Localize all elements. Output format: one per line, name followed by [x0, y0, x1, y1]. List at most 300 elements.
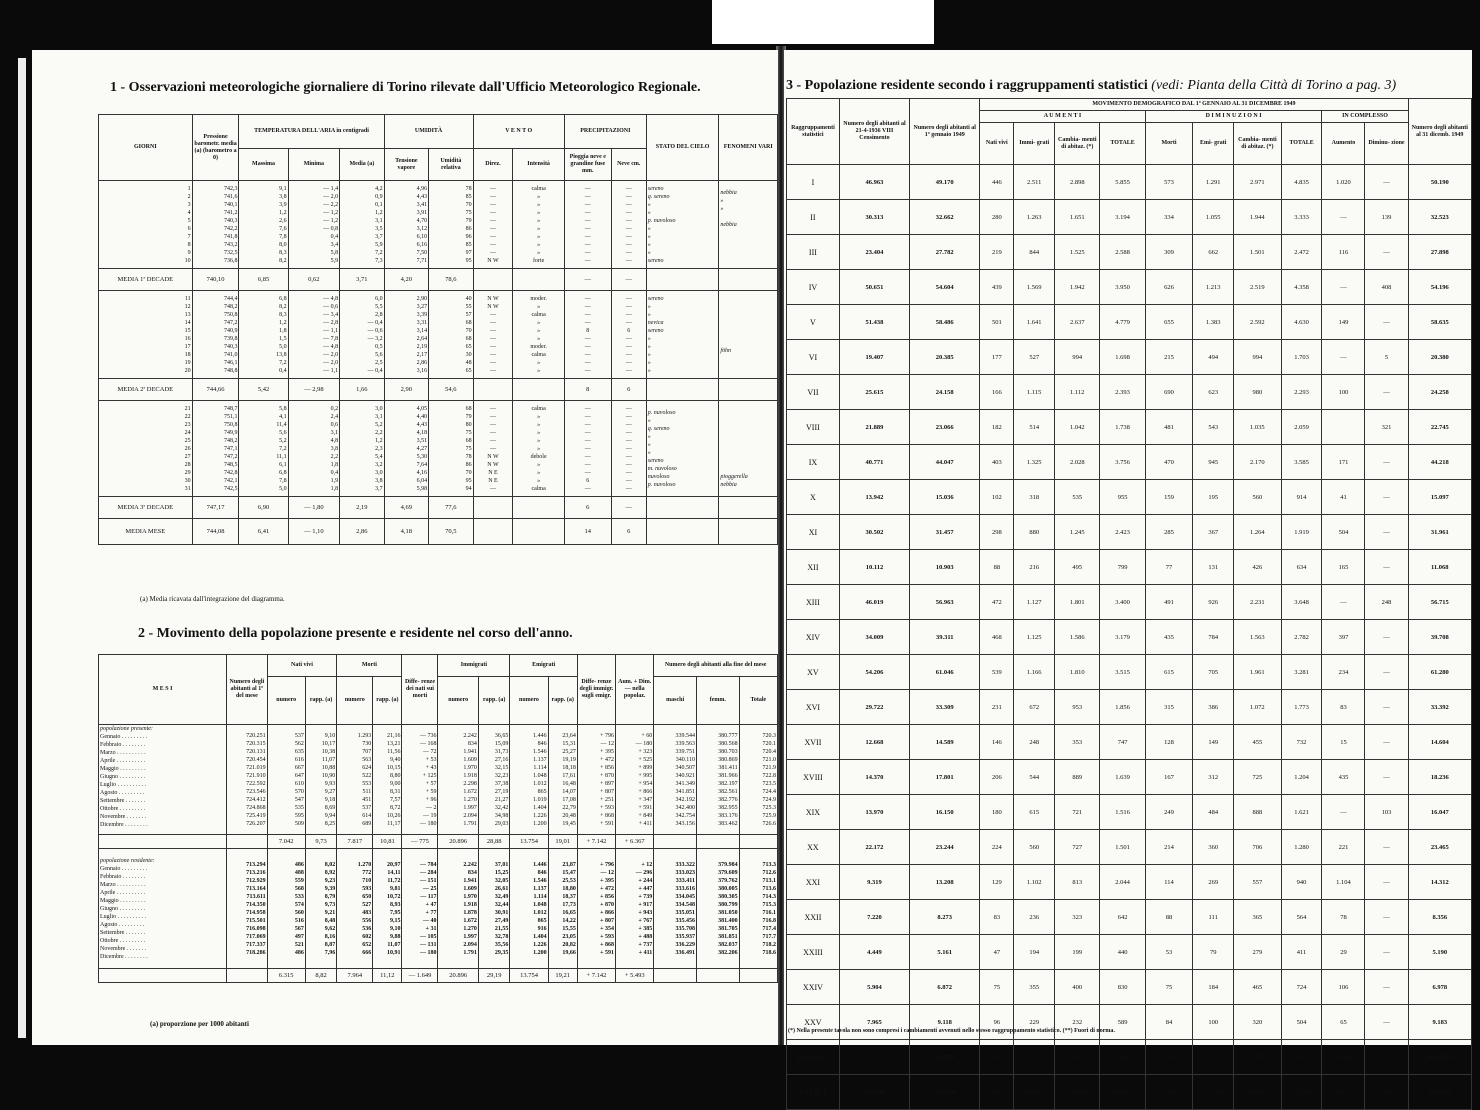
- district-cell-di: —: [1365, 165, 1408, 200]
- district-cell-au: 397: [1322, 620, 1365, 655]
- district-cell-td: 940: [1281, 865, 1322, 900]
- district-cell-g: 713.294: [910, 1075, 980, 1110]
- district-cell-i: 1.641: [1014, 305, 1055, 340]
- mediamese-massima: 6,41: [239, 519, 288, 545]
- district-cell-cm: 1.525: [1055, 235, 1100, 270]
- hdr-diminuzione: Diminu- zione: [1365, 123, 1408, 165]
- hdr-movimento: MOVIMENTO DEMOGRAFICO DAL 1º GENNAIO AL 31 DICEMBRE 1949: [980, 99, 1408, 111]
- district-cell-d: 718.897: [1408, 1075, 1471, 1110]
- res-morti-r: 20,97 14,11 11,72 9,81 10,72 8,93 7,95 9,15 9,10 9,88 11,07 10,91: [373, 849, 402, 969]
- pres-tot-em-n: 13.754: [510, 835, 548, 849]
- pres-morti-r: 21,16 13,21 11,56 9,40 10,15 8,80 9,00 8,31 7,57 8,72 10,26 11,17: [373, 725, 402, 835]
- district-cell-c: 23.404: [839, 235, 909, 270]
- district-cell-i: 236: [1014, 900, 1055, 935]
- district-cell-n: 114: [980, 1040, 1014, 1075]
- d1-media: 4,2 0,9 0,1 1,2 3,1 3,5 3,7 5,9 7,2 7,3: [340, 181, 384, 269]
- residente-row: [99, 849, 778, 969]
- district-cell-td: 732: [1281, 725, 1322, 760]
- district-cell-c: 4.449: [839, 935, 909, 970]
- district-cell-i: 355: [1014, 970, 1055, 1005]
- district-cell-cd: 365: [1234, 900, 1282, 935]
- district-cell-di: —: [1365, 515, 1408, 550]
- district-cell-e: 784: [1193, 620, 1234, 655]
- district-cell-t: 3.281: [1100, 1040, 1145, 1075]
- district-cell-t: 1.856: [1100, 690, 1145, 725]
- district-cell-td: 3.648: [1281, 585, 1322, 620]
- d3-umrel: 68 79 80 75 68 75 78 86 70 95 94: [429, 401, 473, 497]
- district-cell-t: 1.698: [1100, 340, 1145, 375]
- media1-row: [99, 269, 778, 291]
- media2-pressione: 744,66: [192, 379, 239, 401]
- hdr-aumenti: A U M E N T I: [980, 111, 1145, 123]
- media3-neve: —: [611, 497, 646, 519]
- district-cell-cm: 1.810: [1055, 655, 1100, 690]
- res-tot-imm-r: 29,19: [478, 969, 509, 983]
- res-imm-n: 2.242 834 1.941 1.609 1.970 1.918 1.878 1.672 1.270 1.997 2.094 1.791: [438, 849, 478, 969]
- district-cell-di: —: [1365, 725, 1408, 760]
- media1-media: 3,71: [340, 269, 384, 291]
- media2-massima: 5,42: [239, 379, 288, 401]
- district-cell-n: 177: [980, 340, 1014, 375]
- district-cell-i: 672: [1014, 690, 1055, 725]
- district-cell-t: 2.423: [1100, 515, 1145, 550]
- district-cell-d: 20.380: [1408, 340, 1471, 375]
- district-cell-g: 23.066: [910, 410, 980, 445]
- pres-tot: 720.3 720.1 720.4 721.0 721.9 722.8 723.5 724.4 724.9 725.3 725.9 726.6: [739, 725, 777, 835]
- district-cell-cd: 1.563: [1234, 620, 1282, 655]
- d3-massima: 5,8 4,1 11,4 5,6 5,2 7,2 11,1 6,1 6,8 7,8 5,0: [239, 401, 288, 497]
- district-cell-n: 182: [980, 410, 1014, 445]
- district-cell-r: XII: [787, 550, 840, 585]
- district-cell-d: 56.715: [1408, 585, 1471, 620]
- res-di: + 796 — 12 + 395 + 472 + 856 + 870 + 866 + 807 + 354 + 593 + 868 + 591: [577, 849, 615, 969]
- district-cell-c: 7.965: [839, 1005, 909, 1040]
- district-cell-au: 435: [1322, 760, 1365, 795]
- district-cell-c: 5.904: [839, 970, 909, 1005]
- district-cell-t: 3.194: [1100, 200, 1145, 235]
- district-row: [787, 935, 1472, 970]
- district-cell-e: 79: [1193, 935, 1234, 970]
- res-diff: — 784 — 284 — 151 — 25 — 117 + 47 + 77 — 40 + 31 — 105 — 131 — 180: [402, 849, 438, 969]
- hdr-umrel: Umidità relativa: [429, 149, 473, 181]
- district-cell-cm: 1.942: [1055, 270, 1100, 305]
- district-cell-m: 75: [1145, 970, 1193, 1005]
- district-cell-di: —: [1365, 970, 1408, 1005]
- district-cell-r: XXI: [787, 865, 840, 900]
- d1-fenomeni: nebbia » » nebbia: [719, 181, 778, 269]
- district-cell-g: 20.385: [910, 340, 980, 375]
- district-cell-di: —: [1365, 620, 1408, 655]
- district-cell-g: 14.589: [910, 725, 980, 760]
- district-cell-d: 32.523: [1408, 200, 1471, 235]
- pres-tot-em-r: 19,01: [548, 835, 577, 849]
- district-cell-i: 1.115: [1014, 375, 1055, 410]
- district-row: [787, 515, 1472, 550]
- district-cell-di: 321: [1365, 410, 1408, 445]
- d2-media: 6,0 5,5 2,8 — 0,4 — 0,6 — 3,2 0,5 5,6 2,5 — 0,4: [340, 291, 384, 379]
- district-cell-t: 440: [1100, 935, 1145, 970]
- district-cell-c: 40.771: [839, 445, 909, 480]
- media1-pioggia: —: [564, 269, 611, 291]
- d2-umrel: 40 55 57 68 70 68 65 30 48 65: [429, 291, 473, 379]
- d1-minima: — 1,4 — 2,0 — 2,2 — 1,2 — 1,2 — 0,8 0,4 3,4 5,8 5,9: [288, 181, 340, 269]
- media2-neve: 6: [611, 379, 646, 401]
- district-row: [787, 690, 1472, 725]
- district-cell-au: 504: [1322, 515, 1365, 550]
- district-cell-i: 544: [1014, 760, 1055, 795]
- district-cell-r: XXV: [787, 1005, 840, 1040]
- page-top-gap: [712, 0, 934, 44]
- res-tot-em-n: 13.754: [510, 969, 548, 983]
- district-cell-td: 1.597: [1281, 1040, 1322, 1075]
- district-cell-m: 88: [1145, 900, 1193, 935]
- district-cell-c: 30.502: [839, 515, 909, 550]
- district-cell-m: 573: [1145, 165, 1193, 200]
- district-cell-cd: 2.170: [1234, 445, 1282, 480]
- district-cell-cd: 2.519: [1234, 270, 1282, 305]
- district-cell-d: 6.978: [1408, 970, 1471, 1005]
- district-cell-cm: 1.112: [1055, 375, 1100, 410]
- district-cell-e: 131: [1193, 550, 1234, 585]
- district-cell-e: 543: [1193, 410, 1234, 445]
- district-cell-r: VII: [787, 375, 840, 410]
- district-cell-e: 945: [1193, 445, 1234, 480]
- district-cell-n: 146: [980, 725, 1014, 760]
- hdr-massima: Massima: [239, 149, 288, 181]
- d2-direz: N W N W — — — — — — — —: [473, 291, 513, 379]
- district-row: [787, 830, 1472, 865]
- district-cell-m: 114: [1145, 865, 1193, 900]
- decade2-row: [99, 291, 778, 379]
- district-cell-g: 9.118: [910, 1005, 980, 1040]
- hdr-num-abit: Numero degli abitanti al 1º del mese: [227, 655, 267, 725]
- district-cell-r: I: [787, 165, 840, 200]
- district-row: [787, 865, 1472, 900]
- district-cell-td: 634: [1281, 550, 1322, 585]
- pres-femm: 380.777 380.568 380.703 380.869 381.411 381.966 382.197 382.561 382.776 382.955 383.176 383.462: [696, 725, 739, 835]
- district-cell-di: —: [1365, 550, 1408, 585]
- district-cell-c: 9.319: [839, 865, 909, 900]
- district-cell-m: 309: [1145, 235, 1193, 270]
- district-cell-t: 1.738: [1100, 410, 1145, 445]
- district-cell-n: 206: [980, 760, 1014, 795]
- district-cell-c: 13.970: [839, 795, 909, 830]
- district-cell-r: XIII: [787, 585, 840, 620]
- district-cell-cd: 1.501: [1234, 235, 1282, 270]
- d1-intens: calma » » » » » » » » forte: [513, 181, 565, 269]
- district-row: [787, 725, 1472, 760]
- district-cell-g: 33.309: [910, 690, 980, 725]
- district-cell-g: 23.244: [910, 830, 980, 865]
- media3-row: [99, 497, 778, 519]
- districts-table-body: [787, 165, 1472, 1110]
- district-cell-e: 312: [1193, 760, 1234, 795]
- district-cell-e: 926: [1193, 585, 1234, 620]
- district-cell-g: 56.963: [910, 585, 980, 620]
- d2-tensione: 2,90 3,27 3,39 3,31 3,14 2,64 2,19 2,17 2,86 3,16: [384, 291, 428, 379]
- district-cell-d: 22.745: [1408, 410, 1471, 445]
- district-cell-c: 34.009: [839, 620, 909, 655]
- district-cell-g: 31.457: [910, 515, 980, 550]
- hdr-dicembre: Numero degli abitanti al 31 dicemb. 1949: [1408, 99, 1471, 165]
- hdr-complesso: IN COMPLESSO: [1322, 111, 1408, 123]
- media1-tensione: 4,20: [384, 269, 428, 291]
- district-cell-d: 18.236: [1408, 760, 1471, 795]
- district-cell-di: 408: [1365, 270, 1408, 305]
- district-cell-cm: 199: [1055, 935, 1100, 970]
- hdr-morti: Morti: [1145, 123, 1193, 165]
- district-cell-td: 1.280: [1281, 830, 1322, 865]
- district-cell-m: 334: [1145, 200, 1193, 235]
- hdr-numfine: Numero degli abitanti alla fine del mese: [654, 655, 778, 677]
- district-cell-di: —: [1365, 865, 1408, 900]
- hdr-morti-rapp: rapp. (a): [373, 677, 402, 725]
- d2-minima: — 4,8 — 0,6 — 3,4 — 2,8 — 1,1 — 7,8 — 4,8 — 2,0 — 2,0 — 1,1: [288, 291, 340, 379]
- res-femm: 379.984 379.609 379.762 380.005 380.305 380.799 381.050 381.400 381.705 381.851 382.037 382.206: [696, 849, 739, 969]
- pres-tot-nati-r: 9,73: [305, 835, 336, 849]
- hdr-nati-rapp: rapp. (a): [305, 677, 336, 725]
- district-cell-i: 216: [1014, 550, 1055, 585]
- district-cell-m: 214: [1145, 830, 1193, 865]
- d1-pressione: 742,3 741,6 740,1 741,2 740,3 742,2 741,8 743,2 732,5 736,8: [192, 181, 239, 269]
- d3-neve: — — — — — — — — — — —: [611, 401, 646, 497]
- res-em-r: 23,87 15,47 25,53 18,80 18,37 17,73 16,65 14,22 15,55 23,05 20,82 19,66: [548, 849, 577, 969]
- district-cell-au: 41: [1322, 480, 1365, 515]
- district-cell-td: 4.835: [1281, 165, 1322, 200]
- media3-pressione: 747,17: [192, 497, 239, 519]
- pres-em-r: 23,64 15,31 25,27 19,19 18,18 17,61 16,48 14,07 17,08 22,79 20,48 19,45: [548, 725, 577, 835]
- district-cell-i: 615: [1014, 795, 1055, 830]
- district-row: [787, 550, 1472, 585]
- district-cell-cd: 980: [1234, 375, 1282, 410]
- res-tot-di: + 7.142: [577, 969, 615, 983]
- district-row: [787, 270, 1472, 305]
- district-cell-t: 1.501: [1100, 830, 1145, 865]
- district-cell-td: 4.630: [1281, 305, 1322, 340]
- district-cell-r: TOTALE: [787, 1075, 840, 1110]
- district-cell-r: XVIII: [787, 760, 840, 795]
- section1-footnote: (a) Media ricavata dall'integrazione del diagramma.: [140, 595, 285, 603]
- district-cell-di: 248: [1365, 585, 1408, 620]
- district-cell-i: 1.102: [1014, 865, 1055, 900]
- hdr-intensita: Intensità: [513, 149, 565, 181]
- district-cell-i: 318: [1014, 480, 1055, 515]
- district-cell-d: 39.708: [1408, 620, 1471, 655]
- district-cell-i: 844: [1014, 235, 1055, 270]
- hdr-diff: Diffe- renze dei nati sui morti: [402, 655, 438, 725]
- media1-massima: 6,85: [239, 269, 288, 291]
- d1-tensione: 4,96 4,43 3,41 3,91 4,70 3,12 6,10 6,16 7,50 7,71: [384, 181, 428, 269]
- res-masc: 333.322 333.023 333.411 333.616 334.045 334.548 335.051 335.456 335.708 335.937 336.229 336.491: [654, 849, 697, 969]
- district-cell-e: 386: [1193, 690, 1234, 725]
- res-aum: + 12 — 296 + 244 + 447 + 739 + 917 + 943 + 767 + 385 + 488 + 737 + 411: [616, 849, 654, 969]
- district-cell-g: 13.208: [910, 865, 980, 900]
- district-cell-cm: 323: [1055, 900, 1100, 935]
- pres-imm-n: 2.242 834 1.941 1.609 1.970 1.918 2.298 1.672 1.270 1.997 2.094 1.791: [438, 725, 478, 835]
- district-cell-t: 830: [1100, 970, 1145, 1005]
- district-cell-r: II: [787, 200, 840, 235]
- district-row: [787, 445, 1472, 480]
- district-cell-d: 31.961: [1408, 515, 1471, 550]
- media2-label: MEDIA 2ª DECADE: [99, 379, 193, 401]
- media3-media: 2,19: [340, 497, 384, 519]
- district-cell-td: 1.773: [1281, 690, 1322, 725]
- district-cell-g: 16.150: [910, 795, 980, 830]
- left-page-edge: [18, 58, 26, 1038]
- district-cell-cm: 813: [1055, 865, 1100, 900]
- district-cell-cd: 2.971: [1234, 165, 1282, 200]
- media1-pressione: 740,10: [192, 269, 239, 291]
- d3-intens: calma » » » » » debole » » » calma: [513, 401, 565, 497]
- district-cell-cm: 721: [1055, 795, 1100, 830]
- district-cell-cm: 2.637: [1055, 305, 1100, 340]
- district-cell-d: 14.312: [1408, 865, 1471, 900]
- district-cell-au: 116: [1322, 235, 1365, 270]
- district-cell-i: 527: [1014, 340, 1055, 375]
- district-cell-i: 1.569: [1014, 270, 1055, 305]
- district-cell-e: 184: [1193, 970, 1234, 1005]
- residente-total-row: [99, 969, 778, 983]
- d1-massima: 9,1 3,8 3,9 1,2 2,6 7,6 7,8 8,0 8,3 8,2: [239, 181, 288, 269]
- district-row: [787, 760, 1472, 795]
- district-row: [787, 1005, 1472, 1040]
- district-cell-au: —: [1322, 795, 1365, 830]
- district-cell-r: XVII: [787, 725, 840, 760]
- hdr-nati: Nati vivi: [267, 655, 337, 677]
- mediamese-row: [99, 519, 778, 545]
- district-cell-di: —: [1365, 935, 1408, 970]
- hdr-tensione: Tensione vapore: [384, 149, 428, 181]
- district-cell-g: 58.486: [910, 305, 980, 340]
- district-cell-n: 501: [980, 305, 1014, 340]
- hdr-diff-imm: Diffe- renze degli immigr. sugli emigr.: [577, 655, 615, 725]
- hdr-direz: Direz.: [473, 149, 513, 181]
- district-cell-i: 20.896: [1014, 1075, 1055, 1110]
- section2-title: 2 - Movimento della popolazione presente e residente nel corso dell'anno.: [138, 626, 573, 641]
- district-cell-di: 1.224: [1365, 1075, 1408, 1110]
- district-cell-m: 285: [1145, 515, 1193, 550]
- district-cell-au: 83: [1322, 690, 1365, 725]
- district-cell-n: 96: [980, 1005, 1014, 1040]
- hdr-nati: Nati vivi: [980, 123, 1014, 165]
- district-cell-cd: 32.678: [1234, 1075, 1282, 1110]
- district-cell-au: —: [1322, 270, 1365, 305]
- district-cell-c: 54.206: [839, 655, 909, 690]
- district-cell-t: 59.889: [1100, 1075, 1145, 1110]
- district-cell-e: 1.291: [1193, 165, 1234, 200]
- district-cell-di: 139: [1365, 200, 1408, 235]
- district-cell-r: IV: [787, 270, 840, 305]
- presente-months: Gennaio . . . . . . . . . Febbraio . . . . . . . . Marzo . . . . . . . . . . Aprile . . . . . . . . . . Maggio . . . . . . . . . Giugno . . . . . . . . . Luglio . . . . . . . . . . Agosto . . . . . . . . . Settembre . . . . . . . Ottobre . . . . . . . . . Novembre . . . . . . . Dicembre . . . . . . . .: [100, 734, 148, 828]
- district-cell-c: —: [839, 1040, 909, 1075]
- d2-pioggia: — — — — 8 — — — — —: [564, 291, 611, 379]
- res-tot-morti-n: 7.964: [337, 969, 373, 983]
- district-cell-t: 747: [1100, 725, 1145, 760]
- district-cell-e: 1.383: [1193, 305, 1234, 340]
- district-cell-au: 1.020: [1322, 165, 1365, 200]
- district-cell-g: 61.046: [910, 655, 980, 690]
- district-cell-i: 194: [1014, 935, 1055, 970]
- district-cell-m: 690: [1145, 375, 1193, 410]
- district-cell-m: 84: [1145, 1005, 1193, 1040]
- district-cell-au: 78: [1322, 900, 1365, 935]
- res-tot-aum: + 5.493: [616, 969, 654, 983]
- district-cell-au: 106: [1322, 970, 1365, 1005]
- district-cell-cm: 2.898: [1055, 165, 1100, 200]
- district-cell-t: 3.756: [1100, 445, 1145, 480]
- district-cell-di: —: [1365, 830, 1408, 865]
- district-cell-n: 280: [980, 200, 1014, 235]
- district-row: [787, 375, 1472, 410]
- media2-minima: — 2,98: [288, 379, 340, 401]
- district-cell-t: 799: [1100, 550, 1145, 585]
- pres-tot-imm-n: 20.896: [438, 835, 478, 849]
- hdr-nati-numero: numero: [267, 677, 305, 725]
- district-cell-i: 2.511: [1014, 165, 1055, 200]
- district-cell-di: —: [1365, 1040, 1408, 1075]
- district-cell-d: 11.068: [1408, 550, 1471, 585]
- district-cell-cm: 1.245: [1055, 515, 1100, 550]
- district-cell-i: 229: [1014, 1005, 1055, 1040]
- media3-tensione: 4,69: [384, 497, 428, 519]
- district-cell-e: 195: [1193, 480, 1234, 515]
- district-cell-m: 626: [1145, 270, 1193, 305]
- district-cell-m: 435: [1145, 620, 1193, 655]
- district-cell-g: 5.161: [910, 935, 980, 970]
- district-cell-au: 15: [1322, 725, 1365, 760]
- hdr-em-rapp: rapp. (a): [548, 677, 577, 725]
- district-cell-di: 5: [1365, 340, 1408, 375]
- district-cell-i: 248: [1014, 725, 1055, 760]
- district-cell-cm: 994: [1055, 340, 1100, 375]
- district-cell-m: 167: [1145, 760, 1193, 795]
- district-cell-c: 7.220: [839, 900, 909, 935]
- pres-tot-nati-n: 7.042: [267, 835, 305, 849]
- hdr-aum: Aum. + Dim. — nella popolaz.: [616, 655, 654, 725]
- district-cell-c: 51.438: [839, 305, 909, 340]
- district-cell-t: 589: [1100, 1005, 1145, 1040]
- district-cell-n: 6.315: [980, 1075, 1014, 1110]
- district-cell-cm: 727: [1055, 830, 1100, 865]
- district-row: [787, 970, 1472, 1005]
- d3-stato: p. nuvoloso » q. sereno » » » sereno m. nuvoloso nuvoloso p. nuvoloso: [646, 401, 719, 497]
- pres-tot-imm-r: 28,88: [478, 835, 509, 849]
- district-cell-cm: 1.042: [1055, 410, 1100, 445]
- hdr-umidita: UMIDITÀ: [384, 115, 473, 149]
- pres-nati-n: 537 562 635 616 667 647 610 570 547 535 595 509: [267, 725, 305, 835]
- district-cell-r: V: [787, 305, 840, 340]
- district-cell-g: 6.872: [910, 970, 980, 1005]
- district-cell-n: 472: [980, 585, 1014, 620]
- pres-tot-morti-n: 7.817: [337, 835, 373, 849]
- district-row: [787, 900, 1472, 935]
- district-cell-n: 166: [980, 375, 1014, 410]
- district-row: [787, 305, 1472, 340]
- d1-giorni: 1 2 3 4 5 6 7 8 9 10: [99, 181, 193, 269]
- district-cell-r: IX: [787, 445, 840, 480]
- district-cell-g: 15.036: [910, 480, 980, 515]
- district-cell-td: 2.472: [1281, 235, 1322, 270]
- district-cell-e: 367: [1193, 515, 1234, 550]
- hdr-pressione: Pressione barometr. media (a) (barometro a 0): [192, 115, 239, 181]
- mediamese-umrel: 70,5: [429, 519, 473, 545]
- district-row: [787, 585, 1472, 620]
- district-cell-i: 1.125: [1014, 620, 1055, 655]
- district-cell-m: 470: [1145, 445, 1193, 480]
- district-cell-cm: 535: [1055, 480, 1100, 515]
- district-cell-td: 1.204: [1281, 760, 1322, 795]
- district-cell-au: 100: [1322, 375, 1365, 410]
